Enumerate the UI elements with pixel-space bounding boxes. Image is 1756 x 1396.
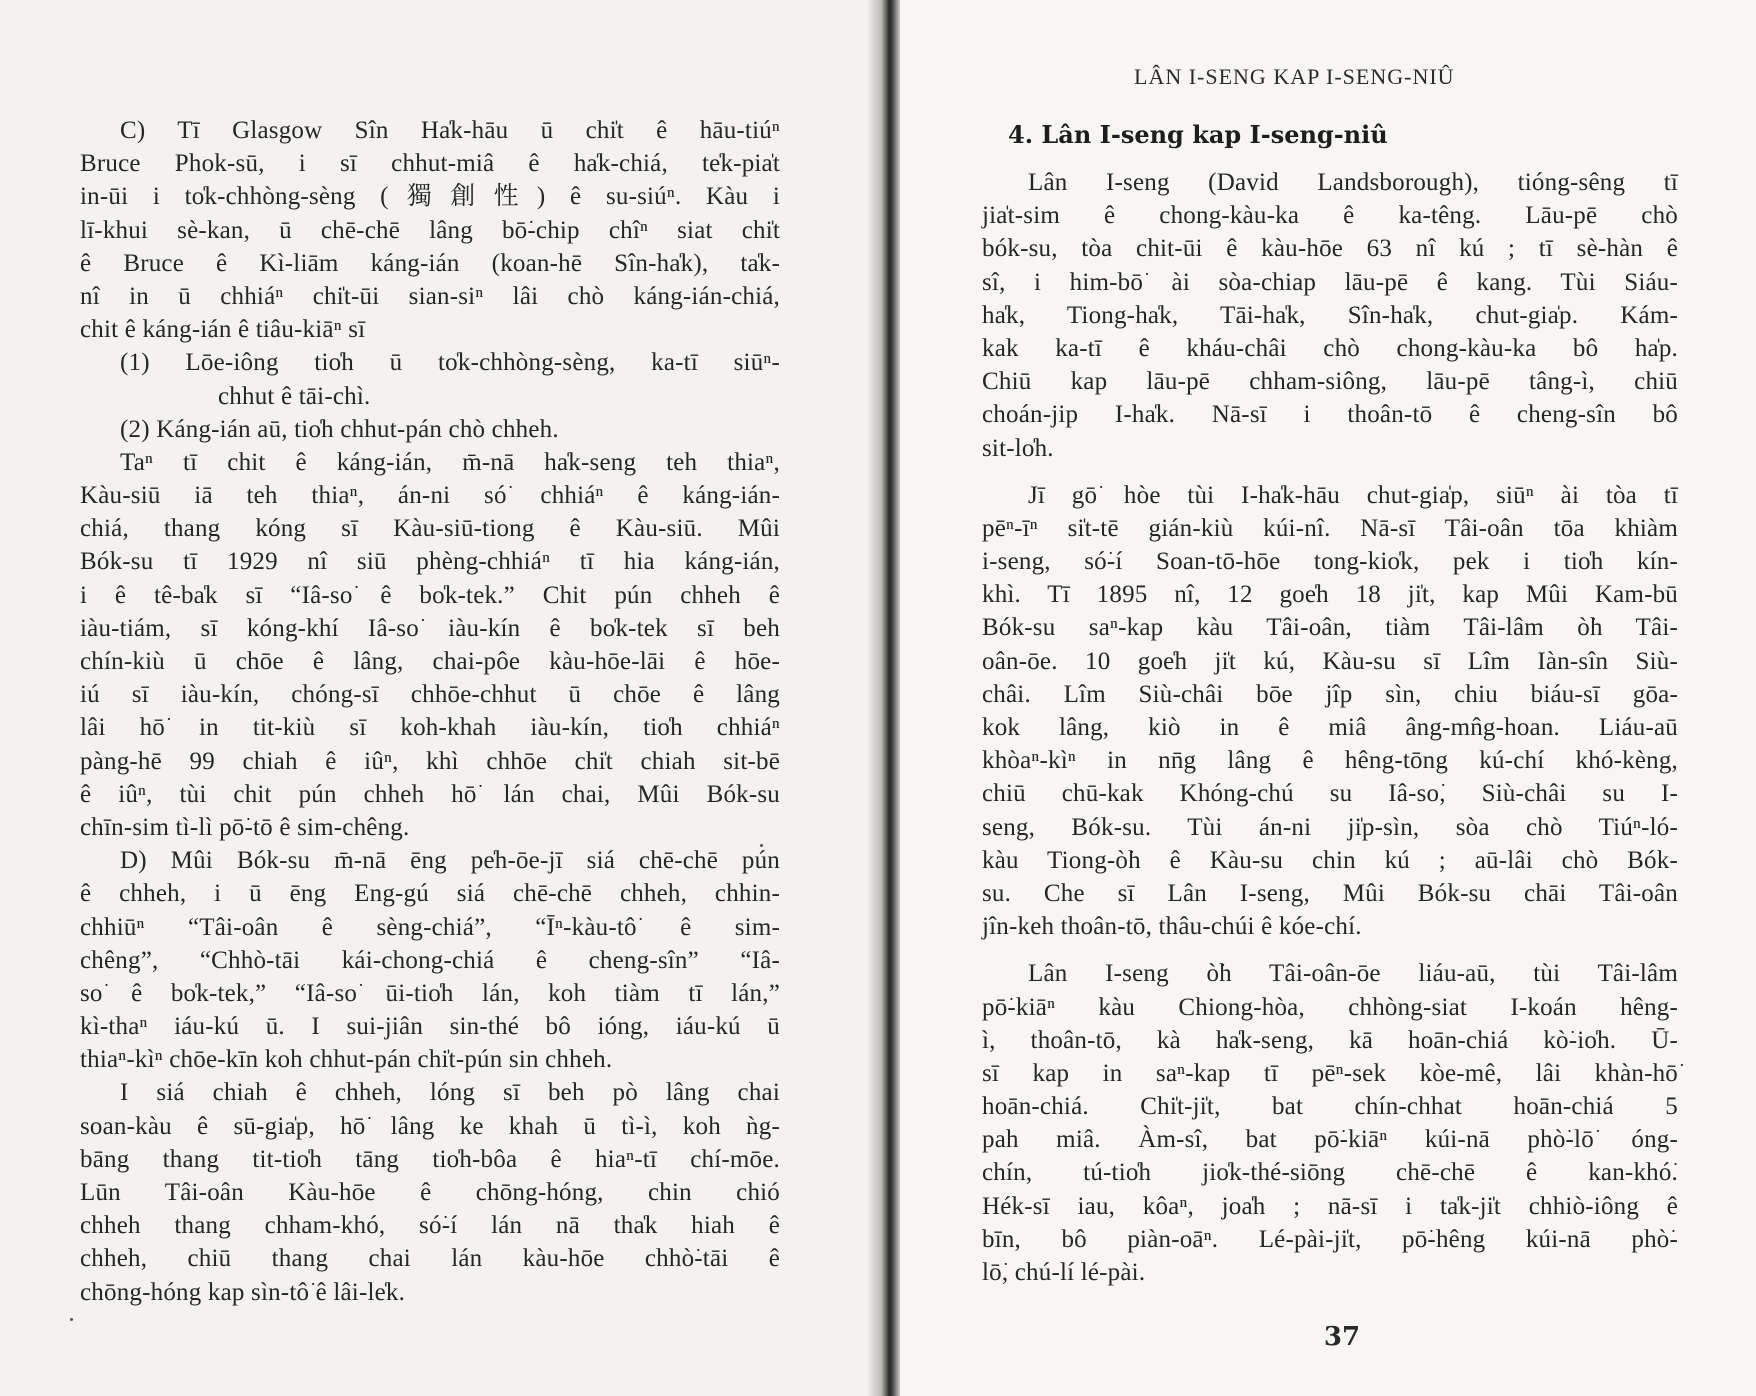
text-line: chīn-sim tì-lì pō͘-tō ê sim-chêng. [80,813,410,841]
text-line: kak ka-tī ê kháu-châi chò chong-kàu-ka bô ha̍p. [982,334,1678,362]
text-line: sit-lo̍h. [982,434,1054,462]
text-line: soan-kàu ê sū-gia̍p, hō͘ lâng ke khah ū tì-ì, koh ǹg- [80,1112,780,1140]
text-line: lâi hō͘ in tit-kiù sī koh-khah iàu-kín, tio̍h chhiáⁿ [80,714,780,742]
text-line: khì. Tī 1895 nî, 12 goe̍h 18 ji̍t, kap Mûi Kam-bū [982,581,1678,609]
text-line: (2) Káng-ián aū, tio̍h chhut-pán chò chheh. [120,415,559,443]
text-line: Taⁿ tī chit ê káng-ián, m̄-nā ha̍k-seng teh thiaⁿ, [120,448,780,476]
text-line: pō͘-kiāⁿ kàu Chiong-hòa, chhòng-siat I-koán hêng- [982,993,1678,1021]
text-line: chêng”, “Chhò-tāi kái-chong-chiá ê cheng-sîn” “Iâ- [80,946,780,974]
running-head: LÂN I-SENG KAP I-SENG-NIÛ [1134,64,1455,89]
text-line: chheh thang chham-khó, só͘-í lán nā tha̍k hiah ê [80,1212,780,1240]
text-line: bāng thang tit-tio̍h tāng tio̍h-bôa ê hiaⁿ-tī chí-mōe. [80,1145,780,1173]
text-line: i ê tê-ba̍k sī “Iâ-so͘ ê bo̍k-tek.” Chit pún chheh ê [80,581,780,609]
text-line: ê Bruce ê Kì-liām káng-ián (koan-hē Sîn-ha̍k), ta̍k- [80,249,780,277]
section-heading: 4. Lân I-seng kap I-seng-niû [1008,120,1388,149]
text-line: iàu-tiám, sī kóng-khí Iâ-so͘ iàu-kín ê bo̍k-tek sī beh [80,614,780,642]
text-line: choán-jip I-ha̍k. Nā-sī i thoân-tō ê cheng-sîn bô [982,401,1678,429]
text-line: chheh, chiū thang chai lán kàu-hōe chhò͘-tāi ê [80,1245,780,1273]
text-line: kì-thaⁿ iáu-kú ū. I sui-jiân sin-thé bô ióng, iáu-kú ū [80,1013,780,1041]
left-page-text [80,114,780,1309]
text-line: Bók-su saⁿ-kap kàu Tâi-oân, tiàm Tâi-lâm ò͘h Tâi- [982,614,1678,642]
text-line: chiá, thang kóng sī Kàu-siū-tiong ê Kàu-siū. Mûi [80,515,780,543]
right-page-text [982,166,1678,1289]
text-line: Jī gō͘ hòe tùi I-ha̍k-hāu chut-gia̍p, siūⁿ ài tòa tī [1028,481,1678,509]
text-line: khòaⁿ-kìⁿ in nn̄g lâng ê hêng-tōng kú-chí khó-kèng, [982,747,1678,775]
text-line: sī kap in saⁿ-kap tī pēⁿ-sek kòe-mê, lâi khàn-hō͘ [982,1059,1678,1087]
text-line: Chiū kap lāu-pē chham-siông, lāu-pē tâng-ì, chiū [982,368,1678,396]
text-line: Kàu-siū iā teh thiaⁿ, án-ni só͘ chhiáⁿ ê káng-ián- [80,482,780,510]
text-line: Hék-sī iau, kôaⁿ, joa̍h ; nā-sī i ta̍k-ji̍t chhiò-iông ê [982,1192,1678,1220]
text-line: chhiūⁿ “Tâi-oân ê sèng-chiá”, “Īⁿ-kàu-tô͘ ê sim- [80,913,780,941]
text-line: ha̍k, Tiong-ha̍k, Tāi-ha̍k, Sîn-ha̍k, chut-gia̍p. Kám- [982,301,1678,329]
text-line: i-seng, só͘-í Soan-tō-hōe tong-kio̍k, pek i tio̍h kín- [982,548,1678,576]
text-line: chiū chū-kak Khóng-chú su Iâ-so͘, Siù-châi su I- [982,780,1678,808]
text-line: Lân I-seng (David Landsborough), tióng-sêng tī [1028,169,1678,196]
text-line: I siá chiah ê chheh, lóng sī beh pò lâng chai [120,1079,780,1107]
print-speck [70,1318,73,1321]
text-line: lō͘, chú-lí lé-pài. [982,1259,1146,1286]
text-line: ê chheh, i ū ēng Eng-gú siá chē-chē chheh, chhin- [80,880,780,908]
text-line: sî, i him-bō͘ ài sòa-chiap lāu-pē ê kang. Tùi Siáu- [982,268,1678,296]
text-line: C) Tī Glasgow Sîn Ha̍k-hāu ū chi̍t ê hāu-tiúⁿ [120,117,780,144]
text-line: pah miâ. Àm-sî, bat pō͘-kiāⁿ kúi-nā phò͘-lō͘ óng- [982,1126,1678,1154]
paragraph-gap [982,465,1678,479]
text-line: oân-ōe. 10 goe̍h ji̍t kú, Kàu-su sī Lîm Iàn-sîn Siù- [982,647,1678,675]
text-line: châi. Lîm Siù-châi bōe jîp sìn, chiu biáu-sī gōa- [982,680,1678,708]
text-line: iú sī iàu-kín, chóng-sī chhōe-chhut ū chōe ê lâng [80,681,780,709]
text-line: pàng-hē 99 chiah ê iûⁿ, khì chhōe chi̍t chiah sit-bē [80,747,780,775]
text-line: kok lâng, kiò in ê miâ âng-mn̂g-hoan. Liáu-aū [982,714,1678,741]
text-line: Bruce Phok-sū, i sī chhut-miâ ê ha̍k-chiá, te̍k-pia̍t [80,150,780,178]
text-line: (1) Lōe-iông tio̍h ū to̍k-chhòng-sèng, ka-tī siūⁿ- [120,349,780,377]
text-line: chín-kiù ū chōe ê lâng, chai-pôe kàu-hōe-lāi ê hōe- [80,648,780,675]
text-line: su. Che sī Lân I-seng, Mûi Bók-su chāi Tâi-oân [982,879,1678,907]
text-line: nî in ū chhiáⁿ chi̍t-ūi sian-siⁿ lâi chò káng-ián-chiá, [80,282,780,310]
text-line: lī-khui sè-kan, ū chē-chē lâng bō͘-chip chîⁿ siat chi̍t [80,216,780,244]
text-line: chōng-hóng kap sìn-tô͘ ê lâi-le̍k. [80,1278,406,1306]
text-line: ì, thoân-tō, kà ha̍k-seng, kā hoān-chiá kò͘-io̍h. Ū- [982,1026,1678,1054]
text-line: D) Mûi Bók-su m̄-nā ēng pe̍h-ōe-jī siá chē-chē pún [120,847,780,875]
text-line: Bók-su tī 1929 nî siū phèng-chhiáⁿ tī hia káng-ián, [80,548,780,576]
text-line: pēⁿ-īⁿ si̍t-tē gián-kiù kúi-nî. Nā-sī Tâi-oân tōa khiàm [982,514,1678,542]
text-line: bīn, bô piàn-oāⁿ. Lé-pài-ji̍t, pō͘-hêng kúi-nā phò͘- [982,1225,1678,1253]
text-line: chhut ê tāi-chì. [218,382,371,410]
text-line: chit ê káng-ián ê tiâu-kiāⁿ sī [80,316,366,344]
text-line: seng, Bók-su. Tùi án-ni ji̍p-sìn, sòa chò Tiúⁿ-ló- [982,813,1678,841]
page-number: 37 [1323,1322,1361,1352]
text-line: thiaⁿ-kìⁿ chōe-kīn koh chhut-pán chi̍t-pún sin chheh. [80,1046,613,1074]
print-speck [760,844,763,847]
text-line: kàu Tiong-ò͘h ê Kàu-su chin kú ; aū-lâi chò Bók- [982,846,1678,874]
text-line: Lūn Tâi-oân Kàu-hōe ê chōng-hóng, chin chió [80,1179,780,1206]
text-line: chín, tú-tio̍h jio̍k-thé-siōng chē-chē ê kan-khó͘. [982,1159,1678,1187]
paragraph-gap [982,943,1678,957]
text-line: in-ūi i to̍k-chhòng-sèng (獨創性) ê su-siúⁿ. Kàu i [80,183,780,211]
text-line: jia̍t-sim ê chong-kàu-ka ê ka-têng. Lāu-pē chò [982,202,1678,230]
text-line: bók-su, tòa chit-ūi ê kàu-hōe 63 nî kú ; tī sè-hàn ê [982,235,1678,263]
text-line: jîn-keh thoân-tō, thâu-chúi ê kóe-chí. [982,913,1362,941]
text-line: Lân I-seng ò͘h Tâi-oân-ōe liáu-aū, tùi Tâi-lâm [1028,960,1678,988]
text-line: hoān-chiá. Chi̍t-ji̍t, bat chín-chhat hoān-chiá 5 [982,1093,1678,1121]
text-line: ê iûⁿ, tùi chit pún chheh hō͘ lán chai, Mûi Bók-su [80,780,780,808]
text-line: so͘ ê bo̍k-tek,” “Iâ-so͘ ūi-tio̍h lán, koh tiàm tī lán,” [80,979,780,1007]
